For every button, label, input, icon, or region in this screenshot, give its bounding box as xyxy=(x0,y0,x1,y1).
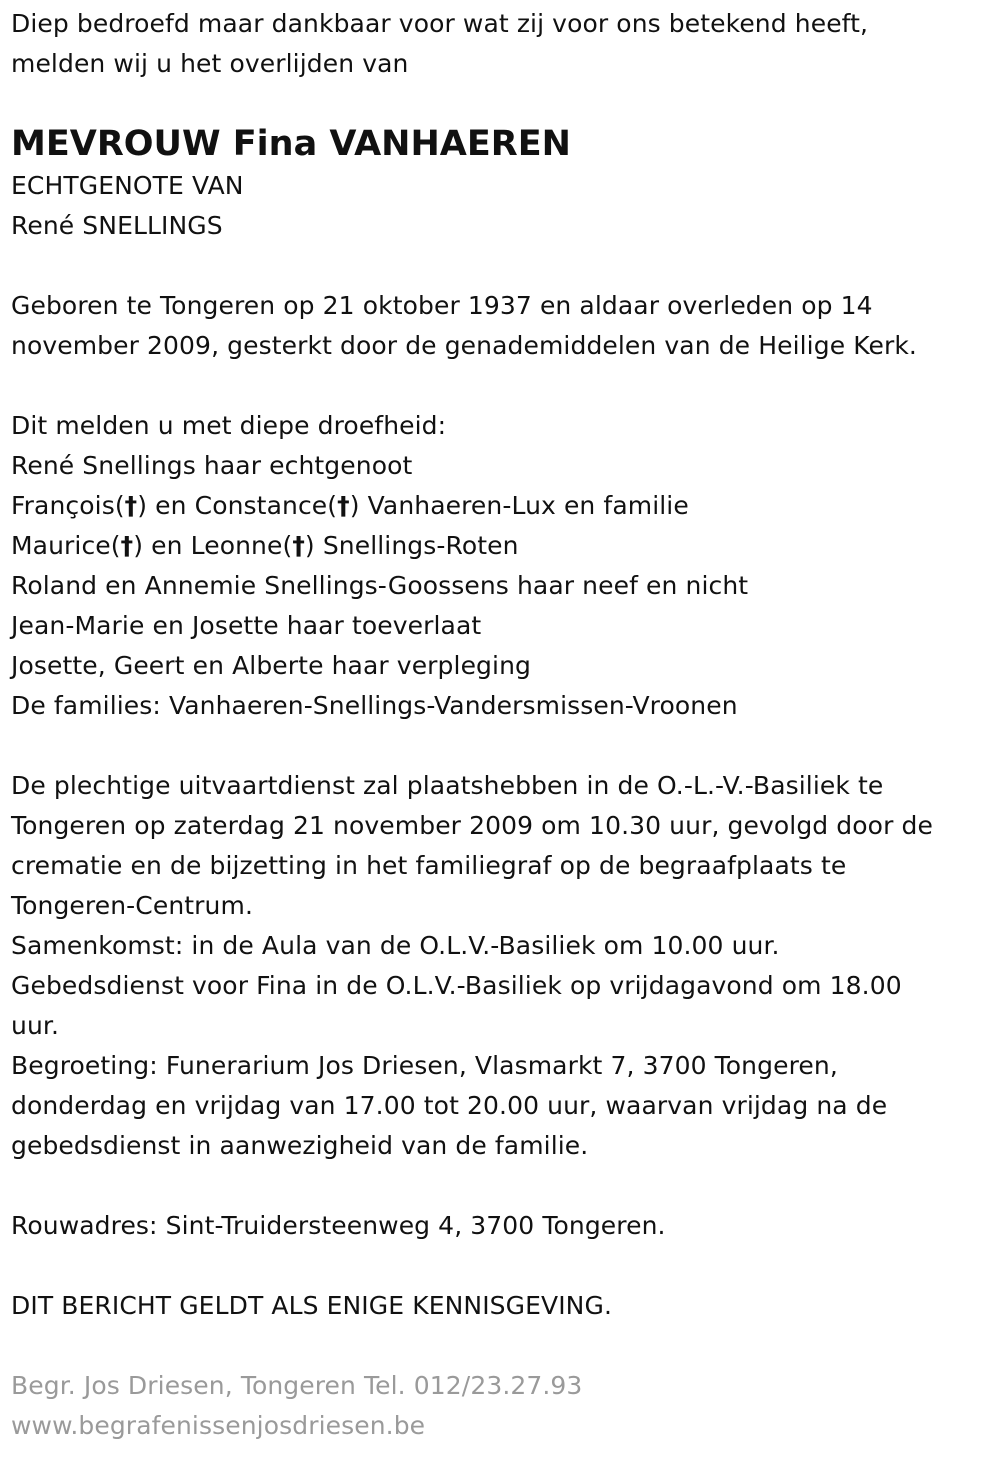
mourner-line: Josette, Geert en Alberte haar verpleging xyxy=(11,651,531,680)
footer xyxy=(11,1366,991,1446)
ceremony-line: uur. xyxy=(11,1011,60,1040)
ceremony-paragraph xyxy=(11,766,991,1166)
intro-line: melden wij u het overlijden van xyxy=(11,49,409,78)
birth-death-line: november 2009, gesterkt door de genademiddelen van de Heilige Kerk. xyxy=(11,331,917,360)
ceremony-line: Gebedsdienst voor Fina in de O.L.V.-Basiliek op vrijdagavond om 18.00 xyxy=(11,971,902,1000)
mourner-line: Roland en Annemie Snellings-Goossens haar neef en nicht xyxy=(11,571,749,600)
mourner-text: François( xyxy=(11,491,125,520)
ceremony-line: donderdag en vrijdag van 17.00 tot 20.00 uur, waarvan vrijdag na de xyxy=(11,1091,888,1120)
spacer xyxy=(11,246,991,286)
mourner-line xyxy=(11,526,991,566)
mourners-intro: Dit melden u met diepe droefheid: xyxy=(11,411,447,440)
mourner-line: René Snellings haar echtgenoot xyxy=(11,451,413,480)
birth-death-line: Geboren te Tongeren op 21 oktober 1937 en aldaar overleden op 14 xyxy=(11,291,873,320)
intro-line: Diep bedroefd maar dankbaar voor wat zij voor ons betekend heeft, xyxy=(11,9,869,38)
mourner-line: Jean-Marie en Josette haar toeverlaat xyxy=(11,611,482,640)
mourning-address: Rouwadres: Sint-Truidersteenweg 4, 3700 Tongeren. xyxy=(11,1211,666,1240)
cross-icon: † xyxy=(124,491,138,520)
ceremony-line: crematie en de bijzetting in het familiegraf op de begraafplaats te xyxy=(11,851,847,880)
mourner-text: ) Vanhaeren-Lux en familie xyxy=(349,491,689,520)
obituary-notice xyxy=(11,4,991,1446)
mourner-line: De families: Vanhaeren-Snellings-Vandersmissen-Vroonen xyxy=(11,691,738,720)
spacer xyxy=(11,366,991,406)
ceremony-line: Samenkomst: in de Aula van de O.L.V.-Basiliek om 10.00 uur. xyxy=(11,931,780,960)
mourner-text: ) en Constance( xyxy=(137,491,338,520)
ceremony-line: De plechtige uitvaartdienst zal plaatshebben in de O.-L.-V.-Basiliek te xyxy=(11,771,884,800)
ceremony-line: Begroeting: Funerarium Jos Driesen, Vlasmarkt 7, 3700 Tongeren, xyxy=(11,1051,838,1080)
undertaker-website: www.begrafenissenjosdriesen.be xyxy=(11,1411,426,1440)
cross-icon: † xyxy=(292,531,305,560)
notice-statement: DIT BERICHT GELDT ALS ENIGE KENNISGEVING. xyxy=(11,1291,612,1320)
deceased-name: MEVROUW Fina VANHAEREN xyxy=(11,124,571,164)
ceremony-line: Tongeren-Centrum. xyxy=(11,891,253,920)
birth-death-paragraph xyxy=(11,286,991,366)
spacer xyxy=(11,1166,991,1206)
mourner-text: ) Snellings-Roten xyxy=(304,531,519,560)
intro-paragraph xyxy=(11,4,991,84)
mourner-text: Maurice( xyxy=(11,531,121,560)
mourners-list xyxy=(11,406,991,726)
spacer xyxy=(11,1326,991,1366)
spouse-label: ECHTGENOTE VAN xyxy=(11,171,244,200)
ceremony-line: Tongeren op zaterdag 21 november 2009 om 10.30 uur, gevolgd door de xyxy=(11,811,933,840)
spouse-name: René SNELLINGS xyxy=(11,211,223,240)
cross-icon: † xyxy=(120,531,134,560)
mourner-line xyxy=(11,486,991,526)
spacer xyxy=(11,1246,991,1286)
mourner-text: ) en Leonne( xyxy=(133,531,293,560)
spacer xyxy=(11,726,991,766)
cross-icon: † xyxy=(337,491,350,520)
ceremony-line: gebedsdienst in aanwezigheid van de familie. xyxy=(11,1131,589,1160)
undertaker-info: Begr. Jos Driesen, Tongeren Tel. 012/23.27.93 xyxy=(11,1371,583,1400)
